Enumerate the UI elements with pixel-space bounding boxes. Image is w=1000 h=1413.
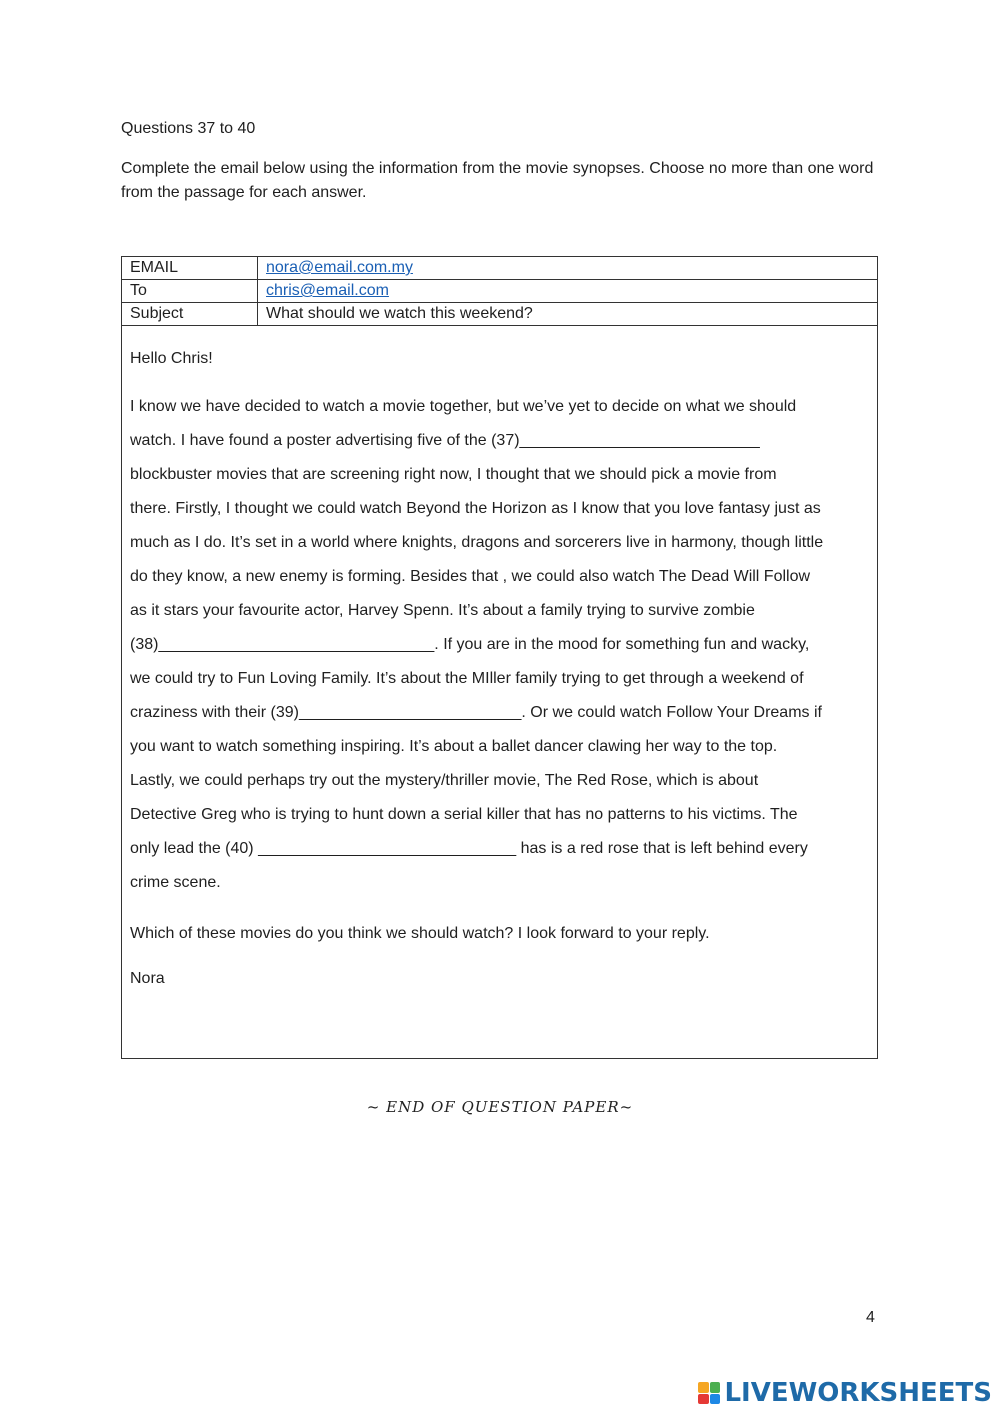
body-line-blank-37: watch. I have found a poster advertising five of the (37)___________________________ bbox=[130, 432, 760, 449]
question-heading: Questions 37 to 40 bbox=[121, 120, 256, 137]
body-line: much as I do. It’s set in a world where knights, dragons and sorcerers live in harmony, though little bbox=[130, 534, 824, 551]
body-line: you want to watch something inspiring. It’s about a ballet dancer clawing her way to the top. bbox=[130, 738, 778, 755]
body-line: I know we have decided to watch a movie together, but we’ve yet to decide on what we should bbox=[130, 398, 797, 415]
end-of-paper-text: ~ END OF QUESTION PAPER~ bbox=[366, 1098, 634, 1116]
from-email-link[interactable]: nora@email.com.my bbox=[266, 259, 413, 276]
subject-label: Subject bbox=[122, 303, 258, 326]
email-from-cell bbox=[258, 257, 878, 280]
subject-value: What should we watch this weekend? bbox=[258, 303, 878, 326]
email-greeting: Hello Chris! bbox=[130, 350, 213, 367]
body-line: blockbuster movies that are screening right now, I thought that we should pick a movie from bbox=[130, 466, 777, 483]
email-signature: Nora bbox=[130, 970, 165, 987]
body-line-blank-38: (38)_______________________________. If you are in the mood for something fun and wacky, bbox=[130, 636, 810, 653]
body-line: we could try to Fun Loving Family. It’s about the MIller family trying to get through a weekend of bbox=[130, 670, 804, 687]
email-to-cell bbox=[258, 280, 878, 303]
email-label: EMAIL bbox=[122, 257, 258, 280]
body-line: Detective Greg who is trying to hunt down a serial killer that has no patterns to his victims. The bbox=[130, 806, 798, 823]
email-closing: Which of these movies do you think we should watch? I look forward to your reply. bbox=[130, 925, 710, 942]
email-row-subject bbox=[122, 303, 878, 326]
body-line-blank-40: only lead the (40) _____________________________ has is a red rose that is left behind every bbox=[130, 840, 808, 857]
question-instructions: Complete the email below using the information from the movie synopses. Choose no more than one word from the passage for each answer. bbox=[121, 160, 874, 201]
email-row-from bbox=[122, 257, 878, 280]
page-number: 4 bbox=[866, 1309, 875, 1326]
body-line: as it stars your favourite actor, Harvey Spenn. It’s about a family trying to survive zombie bbox=[130, 602, 755, 619]
liveworksheets-brand[interactable] bbox=[698, 1377, 992, 1409]
body-line: do they know, a new enemy is forming. Besides that , we could also watch The Dead Will Follow bbox=[130, 568, 811, 585]
brand-text: LIVEWORKSHEETS bbox=[724, 1378, 992, 1408]
body-line-blank-39: craziness with their (39)_________________________. Or we could watch Follow Your Dreams if bbox=[130, 704, 822, 721]
to-label: To bbox=[122, 280, 258, 303]
email-body-text bbox=[130, 390, 875, 900]
to-email-link[interactable]: chris@email.com bbox=[266, 282, 389, 299]
body-line: crime scene. bbox=[130, 874, 221, 891]
liveworksheets-logo-icon bbox=[698, 1382, 720, 1404]
email-row-to bbox=[122, 280, 878, 303]
body-line: Lastly, we could perhaps try out the mystery/thriller movie, The Red Rose, which is about bbox=[130, 772, 759, 789]
body-line: there. Firstly, I thought we could watch Beyond the Horizon as I know that you love fantasy just as bbox=[130, 500, 821, 517]
